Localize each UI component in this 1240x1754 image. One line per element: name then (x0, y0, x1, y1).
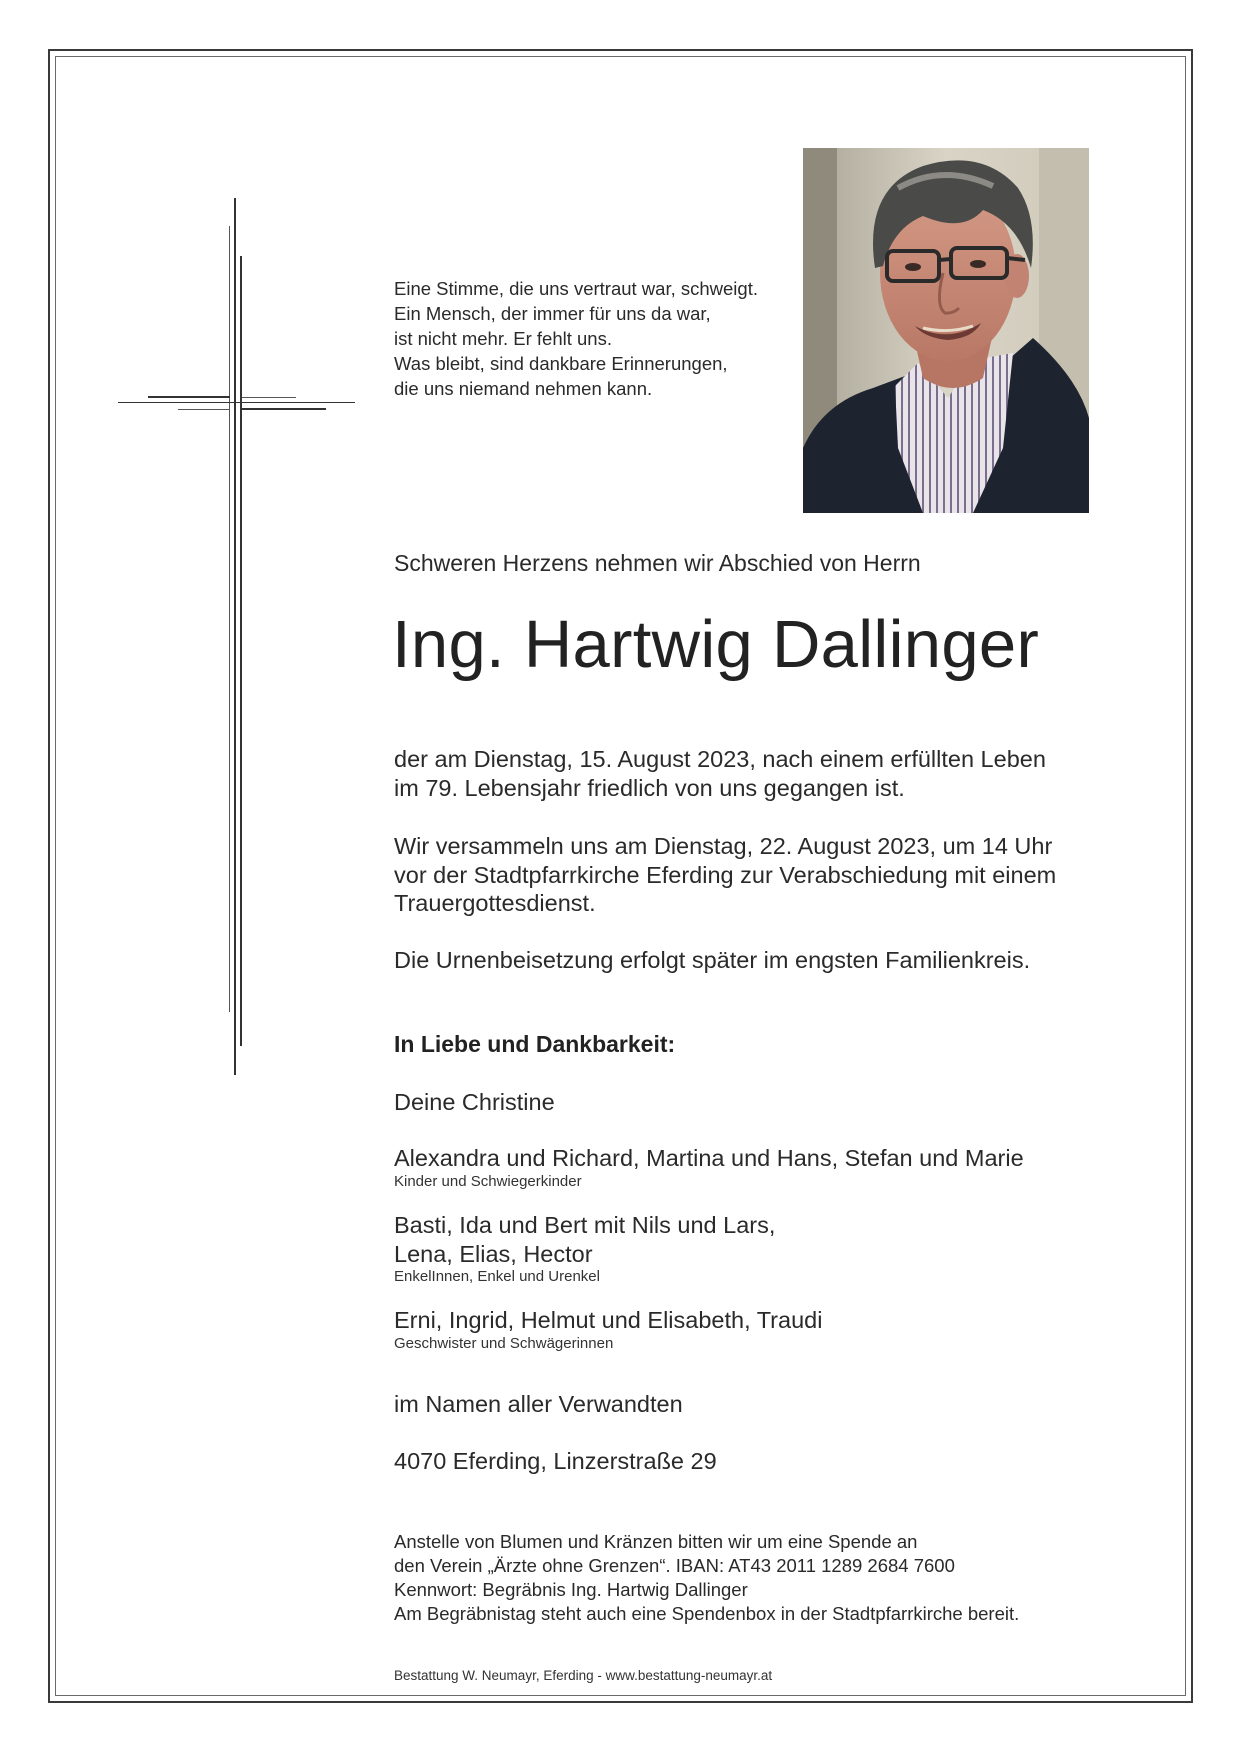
footer-funeral-home: Bestattung W. Neumayr, Eferding - www.bestattung-neumayr.at (394, 1668, 773, 1683)
verse-line: Was bleibt, sind dankbare Erinnerungen, (394, 353, 728, 374)
mourner-group (394, 1144, 1024, 1190)
intro-line: Schweren Herzens nehmen wir Abschied von Herrn (394, 550, 921, 576)
mourner-names: Erni, Ingrid, Helmut und Elisabeth, Traudi (394, 1307, 823, 1333)
mourner-group (394, 1390, 683, 1419)
mourner-group (394, 1211, 775, 1285)
death-line: der am Dienstag, 15. August 2023, nach einem erfüllten Leben (394, 746, 1046, 772)
mourner-group (394, 1306, 822, 1352)
ceremony-line: Trauergottesdienst. (394, 890, 596, 916)
mourner-names: Deine Christine (394, 1089, 555, 1115)
mourner-group (394, 1088, 555, 1117)
urn-notice (394, 946, 1030, 975)
deceased-name: Ing. Hartwig Dallinger (392, 607, 1040, 682)
mourner-names: Basti, Ida und Bert mit Nils und Lars, (394, 1212, 776, 1238)
donation-line: den Verein „Ärzte ohne Grenzen“. IBAN: AT43 2011 1289 2684 7600 (394, 1555, 955, 1576)
urn-line: Die Urnenbeisetzung erfolgt später im engsten Familienkreis. (394, 947, 1031, 973)
mourner-relation: Kinder und Schwiegerkinder (394, 1172, 582, 1190)
ceremony-line: Wir versammeln uns am Dienstag, 22. August 2023, um 14 Uhr (394, 833, 1053, 859)
portrait-photo (803, 148, 1089, 513)
donation-line: Anstelle von Blumen und Kränzen bitten wir um eine Spende an (394, 1531, 918, 1552)
mourner-names: Alexandra und Richard, Martina und Hans, Stefan und Marie (394, 1145, 1024, 1171)
mourner-relation: Geschwister und Schwägerinnen (394, 1334, 614, 1352)
verse-line: Ein Mensch, der immer für uns da war, (394, 303, 711, 324)
mourner-names: Lena, Elias, Hector (394, 1240, 593, 1267)
verse-line: ist nicht mehr. Er fehlt uns. (394, 328, 612, 349)
mourner-relation: EnkelInnen, Enkel und Urenkel (394, 1268, 600, 1285)
gratitude-heading: In Liebe und Dankbarkeit: (394, 1031, 676, 1057)
verse-line: die uns niemand nehmen kann. (394, 378, 653, 399)
donation-line: Kennwort: Begräbnis Ing. Hartwig Dallinger (394, 1579, 748, 1600)
ceremony-line: vor der Stadtpfarrkirche Eferding zur Verabschiedung mit einem (394, 861, 1057, 888)
death-notice (394, 745, 1046, 802)
address-line: 4070 Eferding, Linzerstraße 29 (394, 1448, 717, 1474)
donation-line: Am Begräbnistag steht auch eine Spendenbox in der Stadtpfarrkirche bereit. (394, 1603, 1020, 1624)
verse-line: Eine Stimme, die uns vertraut war, schweigt. (394, 278, 758, 299)
mourner-names: im Namen aller Verwandten (394, 1391, 683, 1417)
death-line: im 79. Lebensjahr friedlich von uns gegangen ist. (394, 774, 905, 801)
memorial-verse (394, 276, 804, 401)
mourner-address (394, 1447, 717, 1476)
ceremony-notice (394, 832, 1056, 918)
donation-notice (394, 1530, 1019, 1626)
